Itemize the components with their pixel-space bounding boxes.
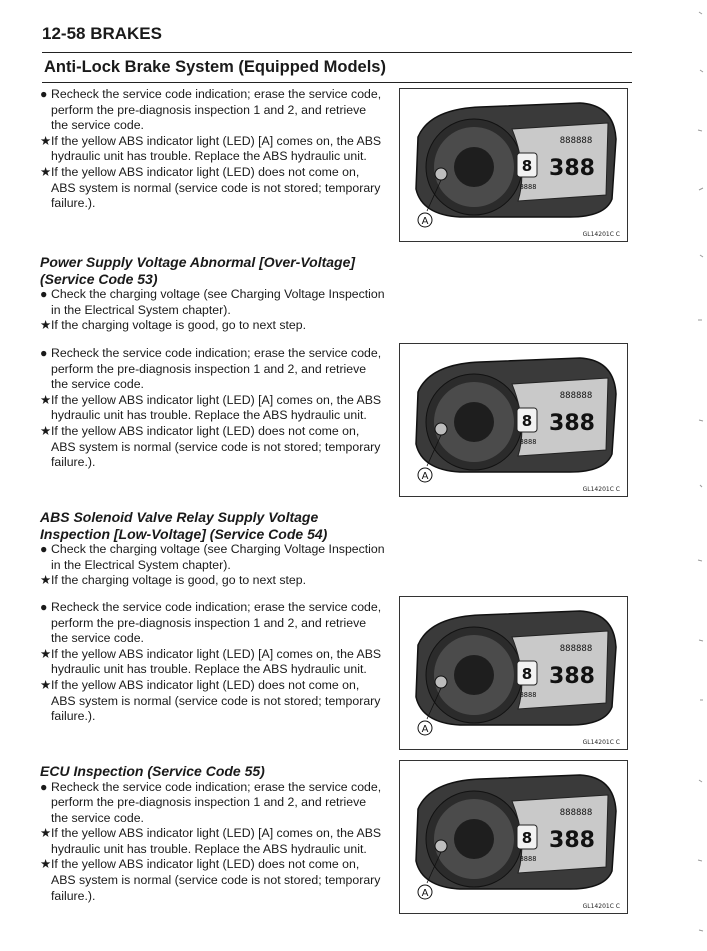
lcd-small-digits: 8888: [519, 183, 537, 191]
abs-indicator-light-icon: [435, 676, 447, 688]
list-item: ● Check the charging voltage (see Charging Voltage Inspection in the Electrical System chapter).: [40, 287, 385, 317]
text-block: [40, 87, 386, 212]
meter-figure: [399, 343, 628, 497]
subsection-heading: ABS Solenoid Valve Relay Supply Voltage Inspection [Low-Voltage] (Service Code 54): [40, 509, 328, 542]
abs-indicator-light-icon: [435, 423, 447, 435]
list-item: ★If the yellow ABS indicator light (LED) [A] comes on, the ABS hydraulic unit has trouble. Replace the ABS hydraulic unit.: [40, 826, 382, 856]
text-block: [40, 254, 386, 334]
callout-label: A: [421, 216, 429, 227]
lcd-small-digits: 8888: [519, 438, 537, 446]
meter-figure: [399, 760, 628, 914]
subsection-heading: Power Supply Voltage Abnormal [Over-Voltage] (Service Code 53): [40, 254, 356, 287]
figure-code: GL14201C C: [582, 486, 620, 493]
list-item: ★If the yellow ABS indicator light (LED) [A] comes on, the ABS hydraulic unit has trouble. Replace the ABS hydraulic unit.: [40, 392, 382, 423]
list-item: ★If the yellow ABS indicator light (LED) does not come on, ABS system is normal (service code is not stored; temporary failure.).: [40, 857, 381, 903]
lcd-top-digits: 888888: [559, 391, 593, 401]
figure-code: GL14201C C: [582, 903, 620, 910]
svg-text:8: 8: [521, 157, 533, 175]
lcd-small-digits: 8888: [519, 691, 537, 699]
lcd-main-digits: 388: [549, 156, 595, 181]
list-item: ★If the yellow ABS indicator light (LED) [A] comes on, the ABS hydraulic unit has trouble. Replace the ABS hydraulic unit.: [40, 133, 382, 164]
svg-text:8: 8: [521, 412, 533, 430]
lcd-top-digits: 888888: [559, 808, 593, 818]
meter-figure: [399, 88, 628, 242]
list-item: ★If the charging voltage is good, go to next step.: [40, 573, 306, 588]
list-item: ★If the yellow ABS indicator light (LED) does not come on, ABS system is normal (service code is not stored; temporary failure.).: [40, 164, 381, 211]
lcd-top-digits: 888888: [559, 644, 593, 654]
instrument-cluster-illustration: [400, 344, 627, 496]
text-block: [40, 600, 386, 725]
list-item: ● Check the charging voltage (see Charging Voltage Inspection in the Electrical System chapter).: [40, 542, 385, 572]
abs-indicator-light-icon: [435, 168, 447, 180]
lcd-top-digits: 888888: [559, 136, 593, 146]
chapter-heading: 12-58 BRAKES: [42, 24, 162, 43]
callout-label: A: [421, 888, 429, 899]
list-item: ● Recheck the service code indication; erase the service code, perform the pre-diagnosis inspection 1 and 2, and retrieve the service code.: [40, 600, 382, 646]
list-item: ● Recheck the service code indication; erase the service code, perform the pre-diagnosis inspection 1 and 2, and retrieve the service code.: [40, 87, 382, 133]
svg-text:8: 8: [521, 665, 533, 683]
text-block: [40, 763, 386, 904]
instrument-cluster-illustration: [400, 597, 627, 749]
list-item: ● Recheck the service code indication; erase the service code, perform the pre-diagnosis inspection 1 and 2, and retrieve the service code.: [40, 346, 382, 392]
meter-figure: [399, 596, 628, 750]
divider: [42, 82, 632, 83]
list-item: ★If the yellow ABS indicator light (LED) does not come on, ABS system is normal (service code is not stored; temporary failure.).: [40, 423, 381, 470]
subsection-heading: ECU Inspection (Service Code 55): [40, 763, 265, 779]
lcd-main-digits: 388: [549, 411, 595, 436]
figure-code: GL14201C C: [582, 231, 620, 238]
section-title: Anti-Lock Brake System (Equipped Models): [44, 58, 386, 76]
text-block: [40, 346, 386, 471]
text-block: [40, 509, 386, 589]
lcd-small-digits: 8888: [519, 855, 537, 863]
lcd-main-digits: 388: [549, 828, 595, 853]
page-header: [42, 24, 632, 83]
list-item: ★If the yellow ABS indicator light (LED) [A] comes on, the ABS hydraulic unit has trouble. Replace the ABS hydraulic unit.: [40, 646, 382, 677]
instrument-cluster-illustration: [400, 761, 627, 913]
svg-text:8: 8: [521, 829, 533, 847]
figure-code: GL14201C C: [582, 739, 620, 746]
callout-label: A: [421, 471, 429, 482]
list-item: ★If the yellow ABS indicator light (LED) does not come on, ABS system is normal (service code is not stored; temporary failure.).: [40, 677, 381, 724]
list-item: ● Recheck the service code indication; erase the service code, perform the pre-diagnosis inspection 1 and 2, and retrieve the service code.: [40, 779, 382, 825]
callout-label: A: [421, 724, 429, 735]
instrument-cluster-illustration: [400, 89, 627, 241]
lcd-main-digits: 388: [549, 664, 595, 689]
abs-indicator-light-icon: [435, 840, 447, 852]
scan-edge-marks: [693, 0, 707, 951]
list-item: ★If the charging voltage is good, go to next step.: [40, 318, 306, 333]
